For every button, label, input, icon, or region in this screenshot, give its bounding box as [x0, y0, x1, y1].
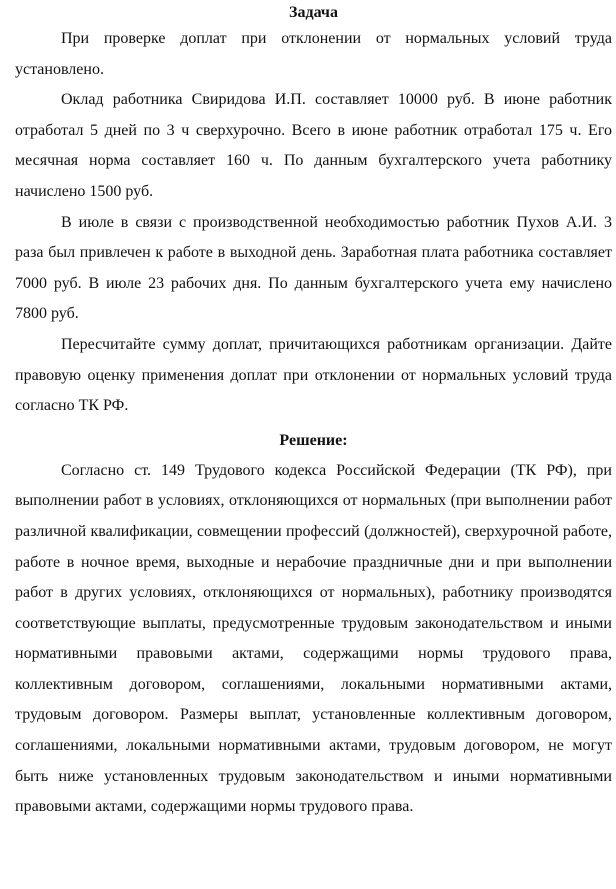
task-paragraph-4: Пересчитайте сумму доплат, причитающихся работникам организации. Дайте правовую оценку применения доплат при отклонении от нормальных условий труда согласно ТК РФ. — [15, 335, 612, 415]
task-heading: Задача — [289, 4, 338, 21]
task-paragraph-2: Оклад работника Свиридова И.П. составляет 10000 руб. В июне работник отработал 5 дней по 3 ч сверхурочно. Всего в июне работник отработал 175 ч. Его месячная норма составляет 160 ч. По данным бухгалтерского учета работнику начислено 1500 руб. — [15, 91, 612, 200]
task-paragraph-3: В июле в связи с производственной необходимостью работник Пухов А.И. 3 раза был привлечен к работе в выходной день. Заработная плата работника составляет 7000 руб. В июле 23 рабочих дня. По данным бухгалтерского учета ему начислено 7800 руб. — [15, 213, 612, 323]
task-paragraph-1: При проверке доплат при отклонении от нормальных условий труда установлено. — [15, 30, 612, 78]
solution-paragraph-1: Согласно ст. 149 Трудового кодекса Российской Федерации (ТК РФ), при выполнении работ в условиях, отклоняющихся от нормальных (при выполнении работ различной квалификации, совмещении профессий (должностей), сверхурочной работе, работе в ночное время, выходные и нерабочие праздничные дни и при выполнении работ в других условиях, отклоняющихся от нормальных), работнику производятся соответствующие выплаты, предусмотренные трудовым законодательством и иными нормативными правовыми актами, содержащими нормы трудового права, коллективным договором, соглашениями, локальными нормативными актами, трудовым договором. Размеры выплат, установленные коллективным договором, соглашениями, локальными нормативными актами, трудовым договором, не могут быть ниже установленных трудовым законодательством и иными нормативными правовыми актами, содержащими нормы трудового права. — [15, 461, 612, 816]
solution-heading: Решение: — [279, 431, 348, 449]
